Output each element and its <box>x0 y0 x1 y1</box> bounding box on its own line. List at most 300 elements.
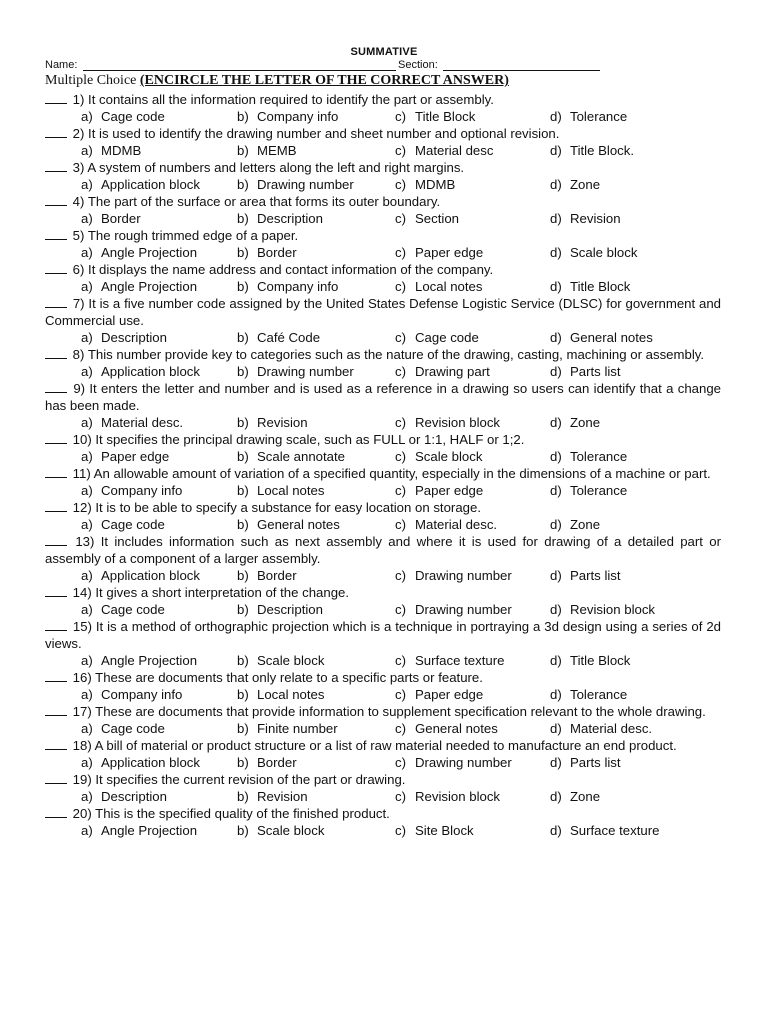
choice-letter: a) <box>81 330 93 345</box>
choice-letter: d) <box>550 143 562 158</box>
question-text <box>45 261 721 278</box>
choice-option[interactable] <box>550 686 627 703</box>
choice-letter: c) <box>395 602 406 617</box>
choice-text: Paper edge <box>415 245 484 260</box>
answer-blank[interactable] <box>45 586 67 597</box>
choice-letter: a) <box>81 568 93 583</box>
choice-text: MEMB <box>257 143 297 158</box>
choice-letter: c) <box>395 721 406 736</box>
choice-letter: c) <box>395 755 406 770</box>
choice-letter: b) <box>237 279 249 294</box>
choice-option[interactable] <box>395 601 512 618</box>
choice-option[interactable] <box>81 822 197 839</box>
choice-option[interactable] <box>237 329 320 346</box>
choice-text: Border <box>257 568 297 583</box>
question-text <box>45 227 721 244</box>
choice-text: Title Block. <box>570 143 634 158</box>
choice-text: Description <box>101 789 167 804</box>
choice-option[interactable] <box>237 567 297 584</box>
choice-letter: a) <box>81 449 93 464</box>
choice-text: Drawing number <box>257 364 354 379</box>
choice-text: Zone <box>570 517 601 532</box>
choice-option[interactable] <box>550 822 659 839</box>
question-stem: 12) It is to be able to specify a substance for easy location on storage. <box>69 500 481 515</box>
choice-text: Cage code <box>101 109 165 124</box>
choice-letter: c) <box>395 177 406 192</box>
choice-letter: c) <box>395 517 406 532</box>
question-text <box>45 295 721 329</box>
answer-blank[interactable] <box>45 263 67 274</box>
choice-option[interactable] <box>395 652 504 669</box>
choice-option[interactable] <box>81 652 197 669</box>
choice-option[interactable] <box>81 754 200 771</box>
choice-option[interactable] <box>550 329 653 346</box>
choice-option[interactable] <box>395 278 482 295</box>
choice-text: Material desc. <box>415 517 498 532</box>
choice-text: MDMB <box>415 177 456 192</box>
choice-letter: d) <box>550 279 562 294</box>
choice-letter: a) <box>81 279 93 294</box>
choice-option[interactable] <box>550 788 600 805</box>
choice-text: Material desc <box>415 143 494 158</box>
choice-text: Cage code <box>101 517 165 532</box>
question-item <box>45 584 721 618</box>
choice-option[interactable] <box>81 567 200 584</box>
question-stem: 4) The part of the surface or area that forms its outer boundary. <box>69 194 441 209</box>
choice-text: Surface texture <box>570 823 660 838</box>
answer-blank[interactable] <box>45 93 67 104</box>
name-field[interactable] <box>83 70 396 71</box>
answer-blank[interactable] <box>45 348 67 359</box>
question-text <box>45 159 721 176</box>
choice-letter: c) <box>395 109 406 124</box>
choice-text: Border <box>257 245 297 260</box>
choice-text: General notes <box>257 517 340 532</box>
choice-text: Surface texture <box>415 653 505 668</box>
choice-option[interactable] <box>81 244 197 261</box>
choice-text: Application block <box>101 364 200 379</box>
answer-blank[interactable] <box>45 705 67 716</box>
choice-letter: d) <box>550 517 562 532</box>
choice-text: Scale annotate <box>257 449 345 464</box>
choice-letter: c) <box>395 364 406 379</box>
choice-text: Title Block <box>570 653 631 668</box>
question-text <box>45 618 721 652</box>
choice-text: Drawing number <box>415 755 512 770</box>
question-stem: 13) It includes information such as next assembly and where it is used for drawing of a detailed part or assembly of a component of a larger assembly. <box>45 534 721 566</box>
choice-option[interactable] <box>395 142 493 159</box>
choice-letter: b) <box>237 415 249 430</box>
choice-option[interactable] <box>237 788 308 805</box>
choice-text: Angle Projection <box>101 823 198 838</box>
choice-text: Revision <box>257 789 308 804</box>
choice-text: Revision block <box>415 789 501 804</box>
choice-option[interactable] <box>395 516 497 533</box>
question-text <box>45 465 721 482</box>
question-text <box>45 805 721 822</box>
choice-row <box>45 278 721 295</box>
choice-option[interactable] <box>237 176 354 193</box>
choice-option[interactable] <box>81 516 165 533</box>
question-stem: 18) A bill of material or product structure or a list of raw material needed to manufacture an end product. <box>69 738 677 753</box>
choice-letter: c) <box>395 653 406 668</box>
answer-blank[interactable] <box>45 535 67 546</box>
choice-option[interactable] <box>237 686 324 703</box>
choice-option[interactable] <box>395 176 455 193</box>
choice-letter: a) <box>81 602 93 617</box>
choice-option[interactable] <box>81 482 182 499</box>
question-item <box>45 193 721 227</box>
choice-text: Scale block <box>415 449 483 464</box>
choice-text: Material desc. <box>570 721 653 736</box>
choice-option[interactable] <box>237 142 297 159</box>
choice-letter: b) <box>237 245 249 260</box>
choice-option[interactable] <box>237 414 308 431</box>
question-text <box>45 737 721 754</box>
choice-option[interactable] <box>81 686 182 703</box>
choice-letter: d) <box>550 364 562 379</box>
question-text <box>45 431 721 448</box>
choice-text: Paper edge <box>415 687 484 702</box>
choice-option[interactable] <box>550 244 637 261</box>
choice-letter: a) <box>81 755 93 770</box>
choice-row <box>45 363 721 380</box>
choice-option[interactable] <box>395 414 500 431</box>
question-text <box>45 499 721 516</box>
choice-option[interactable] <box>550 210 621 227</box>
choice-letter: a) <box>81 415 93 430</box>
choice-option[interactable] <box>395 720 498 737</box>
question-stem: 9) It enters the letter and number and is used as a reference in a drawing so users can identify that a change has been made. <box>45 381 721 413</box>
answer-blank[interactable] <box>45 807 67 818</box>
choice-text: Local notes <box>415 279 483 294</box>
choice-text: Title Block <box>415 109 476 124</box>
choice-text: Drawing number <box>415 568 512 583</box>
question-text <box>45 584 721 601</box>
choice-option[interactable] <box>550 720 652 737</box>
question-text <box>45 193 721 210</box>
choice-text: Parts list <box>570 364 621 379</box>
choice-option[interactable] <box>550 142 634 159</box>
choice-option[interactable] <box>395 686 483 703</box>
choice-row <box>45 822 721 839</box>
question-item <box>45 465 721 499</box>
question-item <box>45 431 721 465</box>
question-item <box>45 533 721 584</box>
choice-letter: d) <box>550 602 562 617</box>
choice-option[interactable] <box>237 516 340 533</box>
choice-letter: a) <box>81 109 93 124</box>
choice-letter: a) <box>81 483 93 498</box>
question-item <box>45 499 721 533</box>
choice-letter: b) <box>237 449 249 464</box>
choice-letter: d) <box>550 653 562 668</box>
choice-letter: c) <box>395 143 406 158</box>
choice-option[interactable] <box>81 176 200 193</box>
choice-row <box>45 652 721 669</box>
question-text <box>45 91 721 108</box>
choice-option[interactable] <box>237 278 338 295</box>
choice-text: Local notes <box>257 687 325 702</box>
section-field[interactable] <box>443 70 600 71</box>
choice-letter: d) <box>550 449 562 464</box>
question-text <box>45 771 721 788</box>
choice-text: Application block <box>101 568 200 583</box>
choice-row <box>45 601 721 618</box>
choice-option[interactable] <box>81 108 165 125</box>
choice-letter: b) <box>237 568 249 583</box>
question-stem: 10) It specifies the principal drawing scale, such as FULL or 1:1, HALF or 1;2. <box>69 432 525 447</box>
answer-blank[interactable] <box>45 127 67 138</box>
choice-letter: c) <box>395 279 406 294</box>
choice-letter: b) <box>237 755 249 770</box>
question-item <box>45 771 721 805</box>
choice-row <box>45 788 721 805</box>
choice-text: Border <box>257 755 297 770</box>
choice-letter: c) <box>395 449 406 464</box>
choice-option[interactable] <box>550 567 621 584</box>
question-stem: 15) It is a method of orthographic projection which is a technique in portraying a 3d design using a series of 2d views. <box>45 619 721 651</box>
choice-option[interactable] <box>550 516 600 533</box>
question-list <box>45 91 721 839</box>
answer-blank[interactable] <box>45 229 67 240</box>
section-label: Section: <box>398 59 438 71</box>
choice-option[interactable] <box>81 720 165 737</box>
choice-option[interactable] <box>550 176 600 193</box>
choice-row <box>45 448 721 465</box>
choice-letter: b) <box>237 687 249 702</box>
choice-letter: a) <box>81 143 93 158</box>
name-label: Name: <box>45 59 78 71</box>
choice-row <box>45 482 721 499</box>
choice-row <box>45 329 721 346</box>
choice-option[interactable] <box>550 754 621 771</box>
instruction-prefix: Multiple Choice <box>45 73 140 88</box>
question-stem: 14) It gives a short interpretation of the change. <box>69 585 350 600</box>
choice-text: Tolerance <box>570 109 628 124</box>
answer-blank[interactable] <box>45 671 67 682</box>
choice-letter: b) <box>237 364 249 379</box>
question-stem: 19) It specifies the current revision of the part or drawing. <box>69 772 406 787</box>
answer-blank[interactable] <box>45 382 67 393</box>
choice-letter: c) <box>395 789 406 804</box>
choice-option[interactable] <box>81 363 200 380</box>
choice-letter: a) <box>81 177 93 192</box>
choice-letter: b) <box>237 483 249 498</box>
choice-text: MDMB <box>101 143 142 158</box>
choice-row <box>45 567 721 584</box>
choice-text: Angle Projection <box>101 245 198 260</box>
choice-letter: c) <box>395 211 406 226</box>
choice-option[interactable] <box>81 414 183 431</box>
question-stem: 2) It is used to identify the drawing number and sheet number and optional revision. <box>69 126 560 141</box>
choice-row <box>45 108 721 125</box>
choice-text: Description <box>101 330 167 345</box>
choice-letter: a) <box>81 364 93 379</box>
choice-text: Café Code <box>257 330 321 345</box>
choice-text: General notes <box>570 330 653 345</box>
question-text <box>45 669 721 686</box>
choice-option[interactable] <box>237 363 354 380</box>
answer-blank[interactable] <box>45 161 67 172</box>
choice-letter: d) <box>550 721 562 736</box>
choice-letter: a) <box>81 653 93 668</box>
choice-option[interactable] <box>81 329 167 346</box>
choice-letter: c) <box>395 245 406 260</box>
choice-option[interactable] <box>550 652 630 669</box>
choice-text: Cage code <box>101 721 165 736</box>
choice-option[interactable] <box>237 754 297 771</box>
choice-text: Revision <box>570 211 621 226</box>
choice-option[interactable] <box>550 278 630 295</box>
choice-option[interactable] <box>81 210 141 227</box>
choice-letter: a) <box>81 687 93 702</box>
choice-letter: d) <box>550 245 562 260</box>
choice-option[interactable] <box>395 108 475 125</box>
choice-letter: b) <box>237 823 249 838</box>
question-stem: 5) The rough trimmed edge of a paper. <box>69 228 299 243</box>
question-stem: 1) It contains all the information required to identify the part or assembly. <box>69 92 494 107</box>
choice-option[interactable] <box>237 244 297 261</box>
answer-blank[interactable] <box>45 297 67 308</box>
choice-letter: d) <box>550 823 562 838</box>
choice-letter: a) <box>81 789 93 804</box>
choice-text: Tolerance <box>570 483 628 498</box>
choice-text: Scale block <box>257 653 325 668</box>
choice-option[interactable] <box>237 482 324 499</box>
choice-letter: b) <box>237 143 249 158</box>
choice-option[interactable] <box>237 822 324 839</box>
choice-text: Company info <box>257 109 339 124</box>
answer-blank[interactable] <box>45 195 67 206</box>
choice-text: Local notes <box>257 483 325 498</box>
choice-option[interactable] <box>81 448 169 465</box>
choice-row <box>45 414 721 431</box>
choice-letter: d) <box>550 177 562 192</box>
question-stem: 8) This number provide key to categories such as the nature of the drawing, casting, machining or assembly. <box>69 347 705 362</box>
choice-option[interactable] <box>395 567 512 584</box>
choice-option[interactable] <box>237 720 338 737</box>
choice-option[interactable] <box>237 210 323 227</box>
choice-row <box>45 176 721 193</box>
choice-option[interactable] <box>237 652 324 669</box>
choice-option[interactable] <box>395 329 479 346</box>
answer-blank[interactable] <box>45 773 67 784</box>
question-text <box>45 346 721 363</box>
choice-option[interactable] <box>237 448 345 465</box>
question-stem: 7) It is a five number code assigned by the United States Defense Logistic Service (DLSC) for government and Commercial use. <box>45 296 721 328</box>
choice-text: Border <box>101 211 141 226</box>
choice-text: Revision <box>257 415 308 430</box>
choice-text: Material desc. <box>101 415 184 430</box>
choice-option[interactable] <box>550 363 621 380</box>
choice-option[interactable] <box>395 448 482 465</box>
choice-text: Site Block <box>415 823 474 838</box>
question-stem: 17) These are documents that provide information to supplement specification relevant to the whole drawing. <box>69 704 706 719</box>
choice-option[interactable] <box>550 108 627 125</box>
choice-text: Cage code <box>101 602 165 617</box>
choice-letter: b) <box>237 602 249 617</box>
choice-text: Scale block <box>257 823 325 838</box>
choice-letter: a) <box>81 823 93 838</box>
choice-letter: a) <box>81 245 93 260</box>
question-item <box>45 380 721 431</box>
choice-option[interactable] <box>81 278 197 295</box>
choice-option[interactable] <box>395 754 512 771</box>
question-item <box>45 703 721 737</box>
choice-row <box>45 516 721 533</box>
choice-option[interactable] <box>81 142 141 159</box>
choice-option[interactable] <box>550 601 655 618</box>
choice-letter: c) <box>395 415 406 430</box>
answer-blank[interactable] <box>45 739 67 750</box>
choice-option[interactable] <box>550 482 627 499</box>
choice-letter: b) <box>237 653 249 668</box>
choice-letter: b) <box>237 517 249 532</box>
choice-letter: d) <box>550 687 562 702</box>
choice-letter: d) <box>550 789 562 804</box>
choice-letter: b) <box>237 177 249 192</box>
choice-option[interactable] <box>395 822 474 839</box>
choice-letter: d) <box>550 330 562 345</box>
choice-letter: c) <box>395 687 406 702</box>
choice-option[interactable] <box>81 601 165 618</box>
question-item <box>45 261 721 295</box>
choice-letter: b) <box>237 721 249 736</box>
choice-option[interactable] <box>395 788 500 805</box>
question-stem: 20) This is the specified quality of the finished product. <box>69 806 390 821</box>
choice-option[interactable] <box>550 448 627 465</box>
choice-option[interactable] <box>550 414 600 431</box>
question-text <box>45 533 721 567</box>
choice-text: Paper edge <box>415 483 484 498</box>
choice-option[interactable] <box>237 108 338 125</box>
choice-option[interactable] <box>237 601 323 618</box>
choice-option[interactable] <box>395 363 490 380</box>
choice-row <box>45 720 721 737</box>
choice-letter: d) <box>550 109 562 124</box>
choice-text: General notes <box>415 721 498 736</box>
choice-option[interactable] <box>81 788 167 805</box>
choice-row <box>45 210 721 227</box>
choice-text: Zone <box>570 415 601 430</box>
choice-option[interactable] <box>395 482 483 499</box>
choice-row <box>45 754 721 771</box>
question-item <box>45 125 721 159</box>
question-stem: 11) An allowable amount of variation of a specified quantity, especially in the dimensions of a machine or part. <box>69 466 711 481</box>
answer-blank[interactable] <box>45 433 67 444</box>
question-text <box>45 703 721 720</box>
question-item <box>45 91 721 125</box>
choice-text: Scale block <box>570 245 638 260</box>
choice-text: Revision block <box>570 602 656 617</box>
choice-option[interactable] <box>395 244 483 261</box>
question-item <box>45 295 721 346</box>
answer-blank[interactable] <box>45 501 67 512</box>
choice-text: Angle Projection <box>101 653 198 668</box>
choice-letter: d) <box>550 483 562 498</box>
choice-row <box>45 244 721 261</box>
answer-blank[interactable] <box>45 620 67 631</box>
choice-option[interactable] <box>395 210 459 227</box>
choice-text: Title Block <box>570 279 631 294</box>
choice-letter: b) <box>237 789 249 804</box>
choice-row <box>45 142 721 159</box>
question-item <box>45 805 721 839</box>
answer-blank[interactable] <box>45 467 67 478</box>
choice-text: Company info <box>101 687 183 702</box>
name-section-line <box>45 59 725 73</box>
